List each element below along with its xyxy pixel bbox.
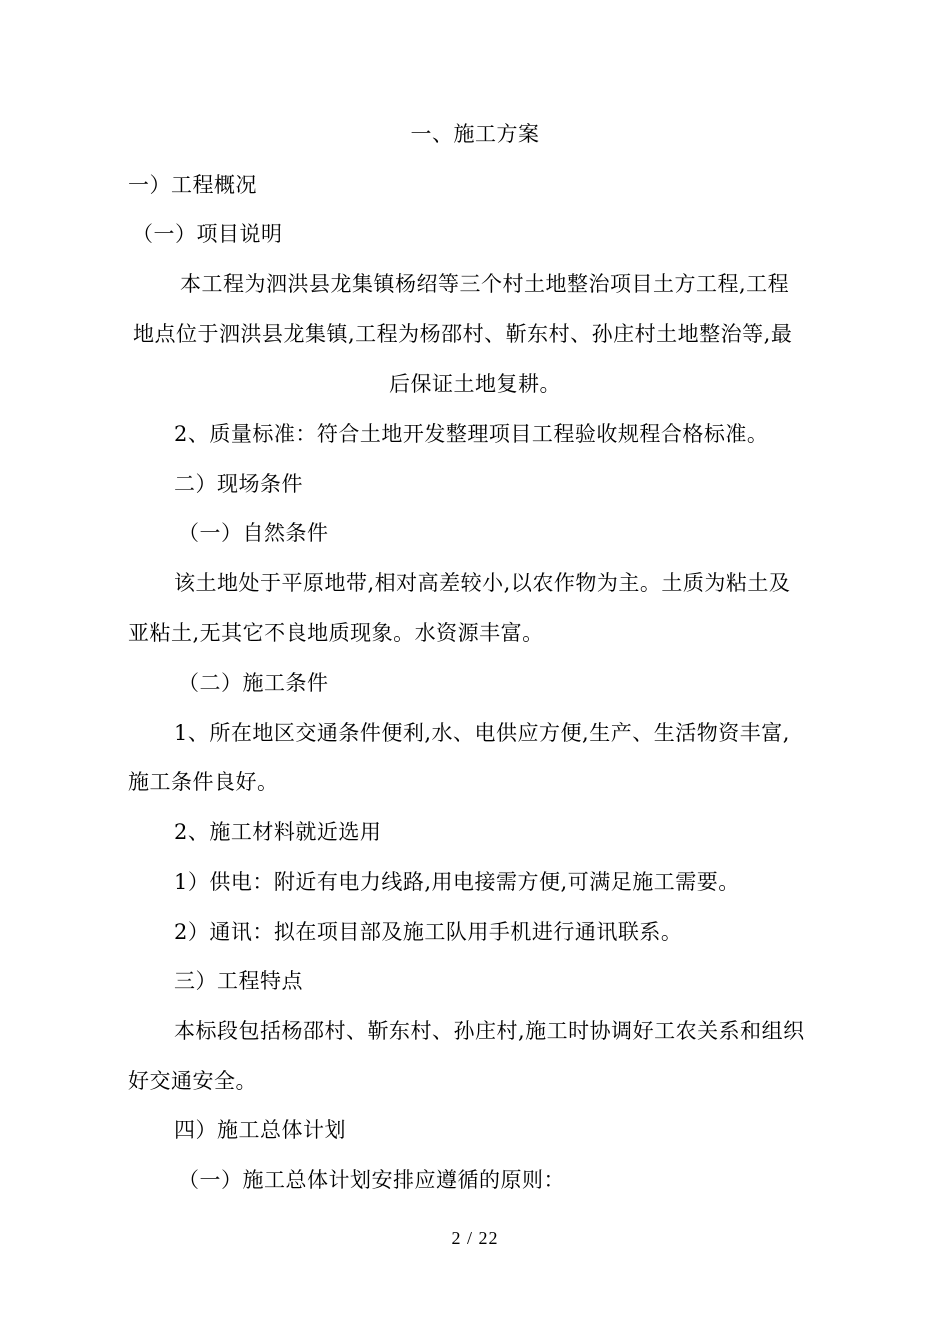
quality-standard-line: 2、质量标准：符合土地开发整理项目工程验收规程合格标准。 bbox=[174, 422, 769, 446]
paragraph-line: 本标段包括杨邵村、靳东村、孙庄村,施工时协调好工农关系和组织 bbox=[174, 1019, 805, 1043]
section-title: 一、施工方案 bbox=[410, 122, 540, 146]
subheading-natural-conditions: （一）自然条件 bbox=[178, 521, 329, 545]
heading-project-features: 三）工程特点 bbox=[174, 969, 303, 993]
paragraph-line: 施工条件良好。 bbox=[128, 770, 279, 794]
subheading-plan-principles: （一）施工总体计划安排应遵循的原则： bbox=[178, 1168, 565, 1192]
list-item: 2、施工材料就近选用 bbox=[174, 820, 382, 844]
list-item: 2）通讯：拟在项目部及施工队用手机进行通讯联系。 bbox=[174, 920, 683, 944]
paragraph-line: 亚粘土,无其它不良地质现象。水资源丰富。 bbox=[128, 621, 544, 645]
heading-project-overview: 一）工程概况 bbox=[128, 173, 257, 197]
paragraph-line: 该土地处于平原地带,相对高差较小,以农作物为主。土质为粘土及 bbox=[174, 571, 791, 595]
list-item: 1）供电：附近有电力线路,用电接需方便,可满足施工需要。 bbox=[174, 870, 740, 894]
paragraph-line: 本工程为泗洪县龙集镇杨绍等三个村土地整治项目土方工程,工程 bbox=[180, 272, 790, 296]
paragraph-line: 1、所在地区交通条件便利,水、电供应方便,生产、生活物资丰富, bbox=[174, 721, 790, 745]
paragraph-line: 地点位于泗洪县龙集镇,工程为杨邵村、靳东村、孙庄村土地整治等,最 bbox=[133, 322, 793, 346]
page-number: 2 / 22 bbox=[451, 1228, 499, 1248]
subheading-project-description: （一）项目说明 bbox=[132, 222, 283, 246]
paragraph-line: 好交通安全。 bbox=[128, 1069, 257, 1093]
subheading-construction-conditions: （二）施工条件 bbox=[178, 671, 329, 695]
paragraph-line: 后保证土地复耕。 bbox=[389, 372, 561, 396]
heading-site-conditions: 二）现场条件 bbox=[174, 472, 303, 496]
heading-overall-plan: 四）施工总体计划 bbox=[174, 1118, 346, 1142]
